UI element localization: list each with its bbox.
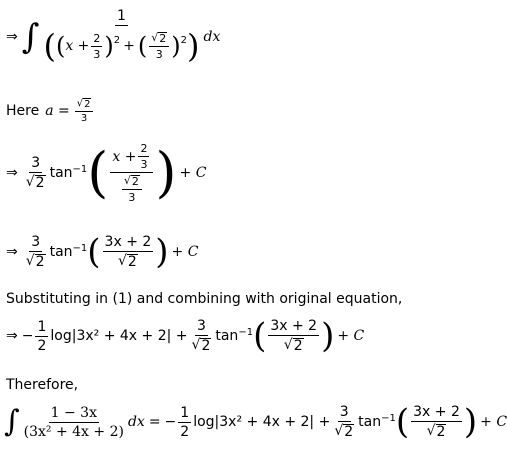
fraction-numerator: 1: [117, 8, 126, 24]
therefore-label: Therefore,: [6, 377, 79, 393]
two-thirds-fraction: $\frac{2}{3}$: [93, 31, 101, 61]
half-fraction: $\frac{1}{2}$: [180, 404, 190, 440]
coefficient-fraction: 3 √ 2: [191, 318, 211, 354]
plus-c: + C: [480, 414, 507, 431]
combined-result-line: ⇒ − $\frac{1}{2}$ log|3x² + 4x + 2| + 3 √ 2 $\tan^{-1}$ ( 3x + 2 √ 2 ) + C: [6, 316, 365, 357]
final-result-line: ∫ $\frac{1 - 3x}{\text{(3x² + 4x + 2)}}$ dx = − $\frac{1}{2}$ log|3x² + 4x + 2| + 3 √ 2 $\tan^{-1}$ ( 3x + 2 √ 2 ) + C: [4, 402, 507, 443]
substituting-text: Substituting in (1) and combining with original equation,: [6, 291, 403, 307]
minus-sign: −: [21, 328, 34, 345]
coefficient-fraction: 3 √ 2: [334, 404, 354, 440]
simplified-arctan-line: ⇒ 3 √ 2 $\tan^{-1}$ ( 3x + 2 √ 2 ) + C: [6, 232, 199, 273]
arctan-step-line: ⇒ 3 √ 2 $\tan^{-1}$ ( x + $\frac{2}{3}$ √ 2 3 ) + C: [6, 141, 207, 205]
x-term: x +: [65, 38, 90, 54]
fraction-denominator: ( ( x + $\frac{2}{3}$ ) 2 + ( √ 2 3 ) 2 ): [43, 27, 200, 65]
tan-inverse: $\tan^{-1}$: [49, 242, 88, 261]
a-equals: a =: [45, 103, 70, 119]
dx-label: dx: [203, 28, 221, 45]
integrand-fraction: $\frac{1 - 3x}{\text{(3x² + 4x + 2)}}$: [23, 404, 124, 440]
coefficient-fraction: 3 √ 2: [25, 154, 45, 191]
minus-sign: −: [164, 414, 177, 431]
equals-sign: =: [148, 414, 161, 431]
dx-label: dx: [127, 414, 145, 431]
integral-step-line: [6, 8, 220, 65]
tan-inverse: $\tan^{-1}$: [49, 163, 88, 182]
half-fraction: $\frac{1}{2}$: [37, 318, 47, 354]
integral-sign: ∫: [21, 16, 40, 57]
arctan-argument-fraction: 3x + 2 √ 2: [270, 318, 318, 354]
arctan-argument-fraction: x + $\frac{2}{3}$ √ 2 3: [110, 142, 153, 204]
implies-arrow: ⇒: [6, 28, 18, 45]
implies-arrow: ⇒: [6, 165, 18, 182]
log-expression: log|3x² + 4x + 2| +: [193, 414, 331, 431]
log-expression: log|3x² + 4x + 2| +: [50, 328, 188, 345]
coefficient-fraction: 3 √ 2: [25, 234, 45, 270]
implies-arrow: ⇒: [6, 244, 18, 261]
arctan-argument-fraction: 3x + 2 √ 2: [413, 404, 460, 440]
main-fraction: [41, 8, 201, 65]
here-line: [6, 98, 95, 124]
integral-sign: ∫: [4, 404, 20, 440]
root2-over-3-fraction: √ 2 3: [149, 31, 169, 61]
implies-arrow: ⇒: [6, 328, 18, 345]
plus-c: + C: [337, 328, 365, 345]
tan-inverse: $\tan^{-1}$: [358, 412, 396, 431]
here-label: Here: [6, 103, 40, 119]
a-value-fraction: √ 2 3: [75, 98, 94, 124]
tan-inverse: $\tan^{-1}$: [215, 326, 254, 345]
plus-c: + C: [179, 165, 207, 182]
arctan-argument-fraction: 3x + 2 √ 2: [104, 234, 152, 270]
plus-c: + C: [171, 244, 199, 261]
